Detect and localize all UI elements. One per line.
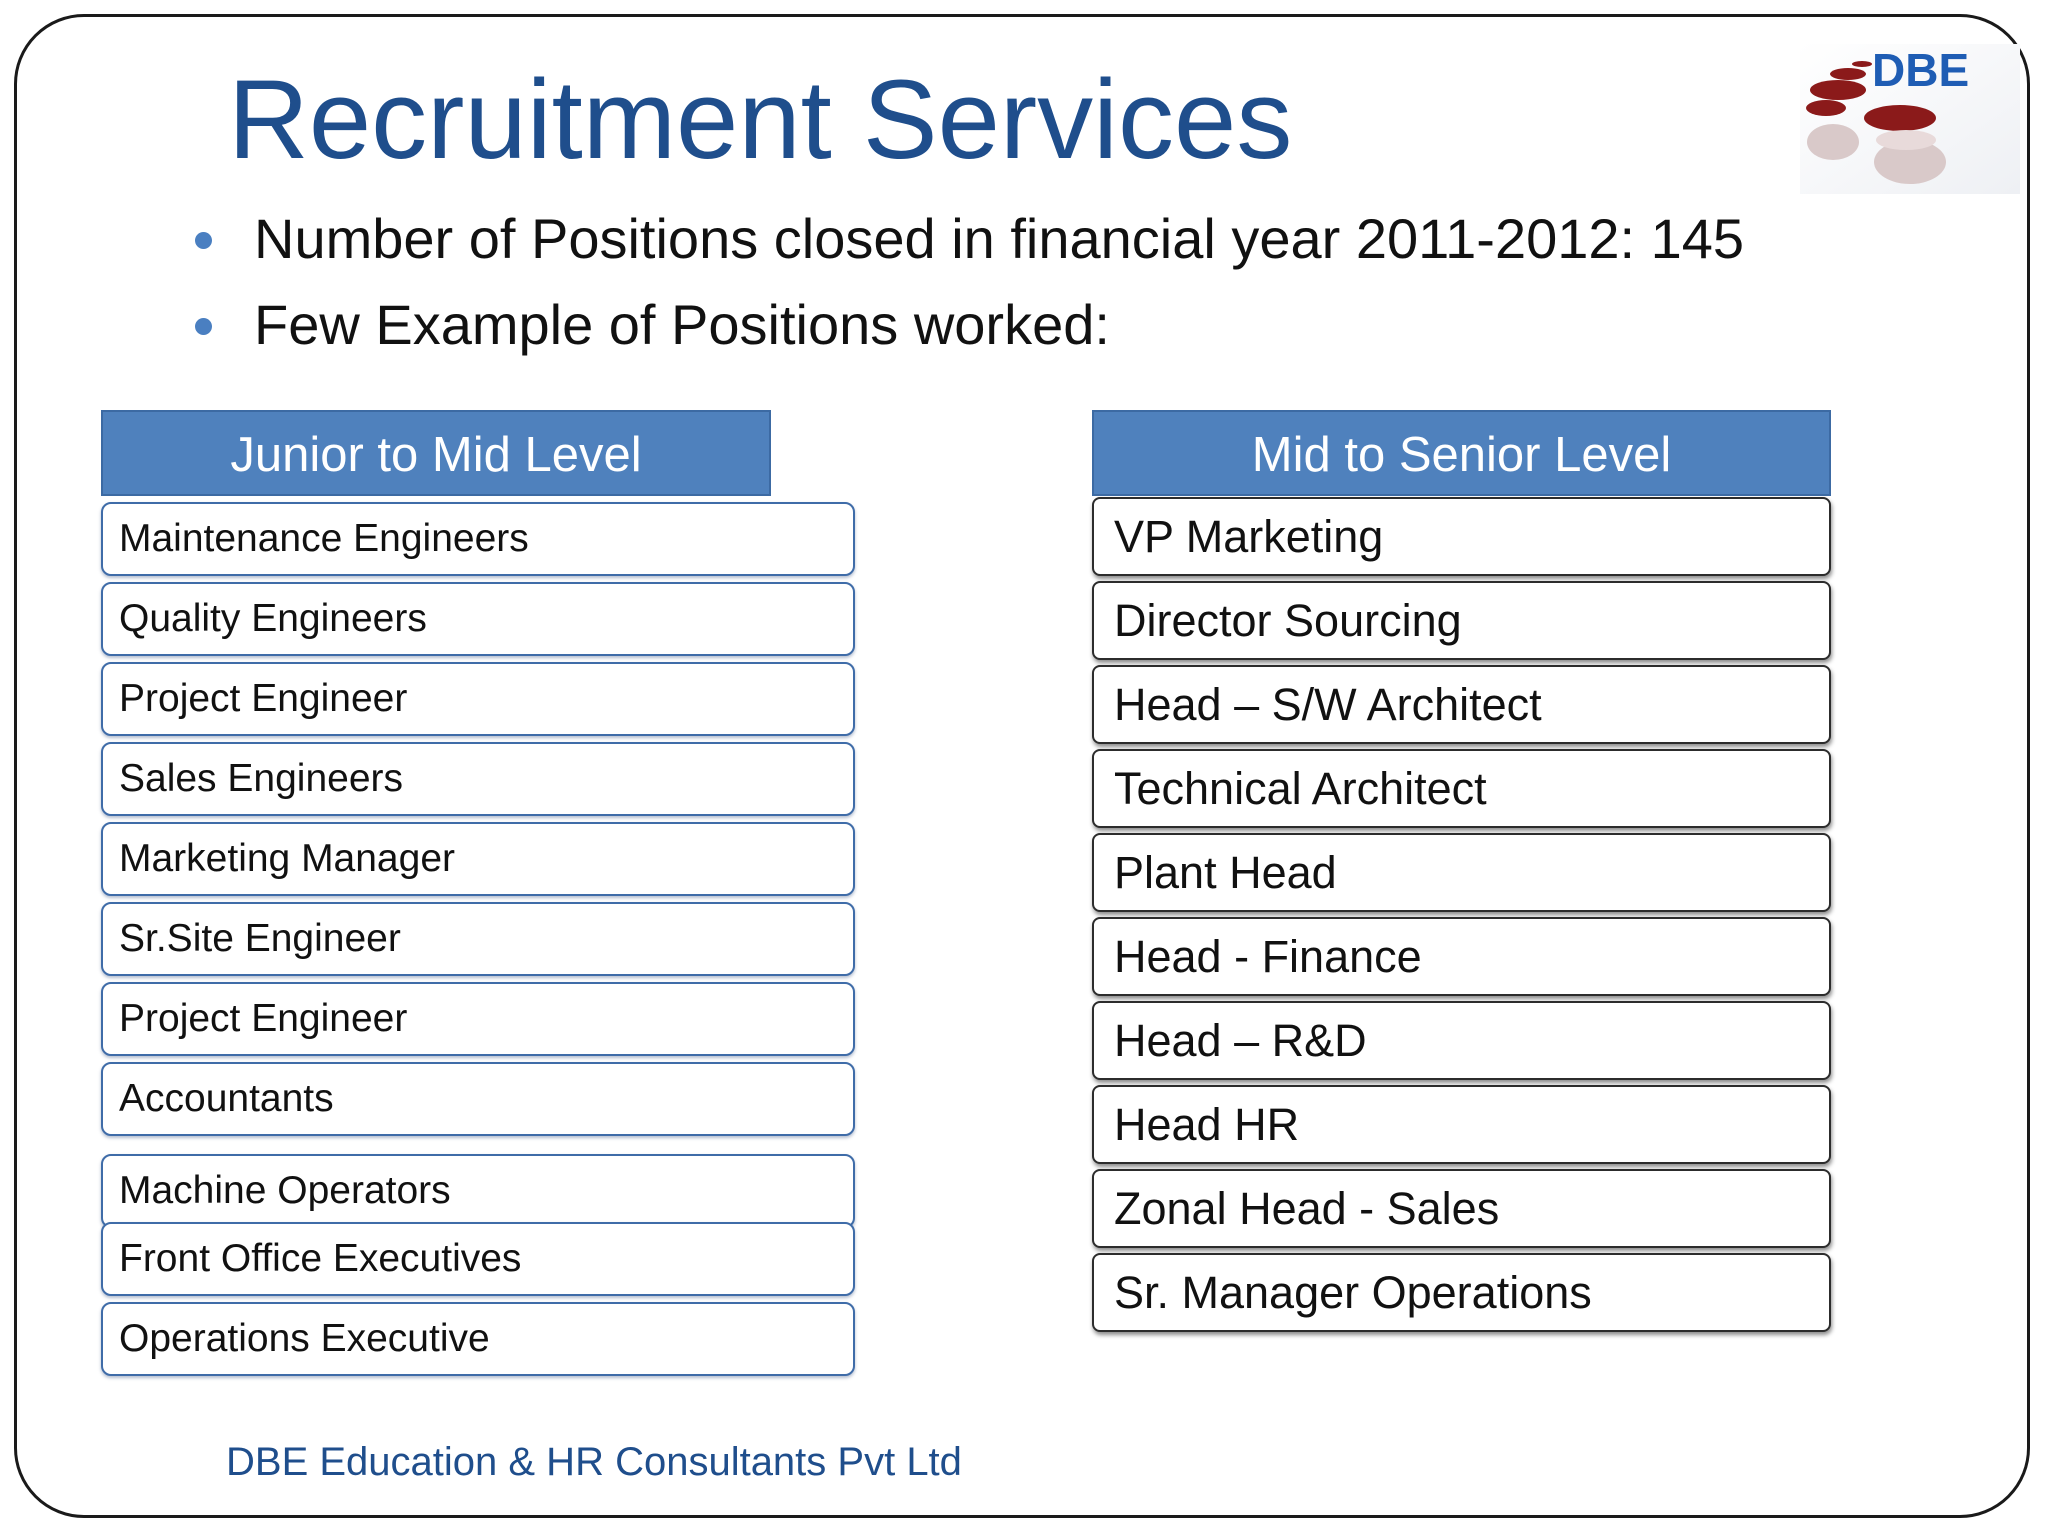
junior-position-item: Front Office Executives [101,1222,855,1296]
bullet-dot [195,318,212,335]
senior-position-item: Head – R&D [1092,1001,1831,1080]
senior-position-item: Plant Head [1092,833,1831,912]
bullet-item [190,196,1744,282]
senior-position-item: Head - Finance [1092,917,1831,996]
logo-dot [1806,100,1846,116]
logo-dot [1864,105,1936,131]
logo-dot [1876,130,1936,150]
bullet-text: Number of Positions closed in financial year 2011-2012: 145 [254,207,1745,270]
slide-title: Recruitment Services [228,57,1293,182]
bullet-dot [195,232,212,249]
logo-dot [1852,61,1872,67]
junior-position-item: Project Engineer [101,662,855,736]
bullet-text: Few Example of Positions worked: [254,293,1110,356]
bullet-item [190,282,1744,368]
senior-position-item: Zonal Head - Sales [1092,1169,1831,1248]
junior-header: Junior to Mid Level [101,410,771,496]
junior-position-item: Quality Engineers [101,582,855,656]
senior-position-item: Head HR [1092,1085,1831,1164]
dbe-logo [1800,44,2020,194]
junior-position-item: Project Engineer [101,982,855,1056]
bullet-list [190,196,1744,368]
senior-position-item: Director Sourcing [1092,581,1831,660]
senior-position-item: Head – S/W Architect [1092,665,1831,744]
junior-position-item: Sales Engineers [101,742,855,816]
junior-position-item: Maintenance Engineers [101,502,855,576]
junior-position-item: Accountants [101,1062,855,1136]
junior-position-item: Marketing Manager [101,822,855,896]
footer-company-name: DBE Education & HR Consultants Pvt Ltd [226,1440,962,1484]
logo-dot [1830,68,1866,80]
senior-header: Mid to Senior Level [1092,410,1831,496]
senior-position-item: Sr. Manager Operations [1092,1253,1831,1332]
junior-position-item: Sr.Site Engineer [101,902,855,976]
logo-dot [1807,124,1859,160]
logo-text: DBE [1872,44,1970,96]
logo-dot [1810,80,1866,100]
senior-position-item: Technical Architect [1092,749,1831,828]
junior-position-item: Operations Executive [101,1302,855,1376]
senior-position-item: VP Marketing [1092,497,1831,576]
junior-position-item: Machine Operators [101,1154,855,1228]
